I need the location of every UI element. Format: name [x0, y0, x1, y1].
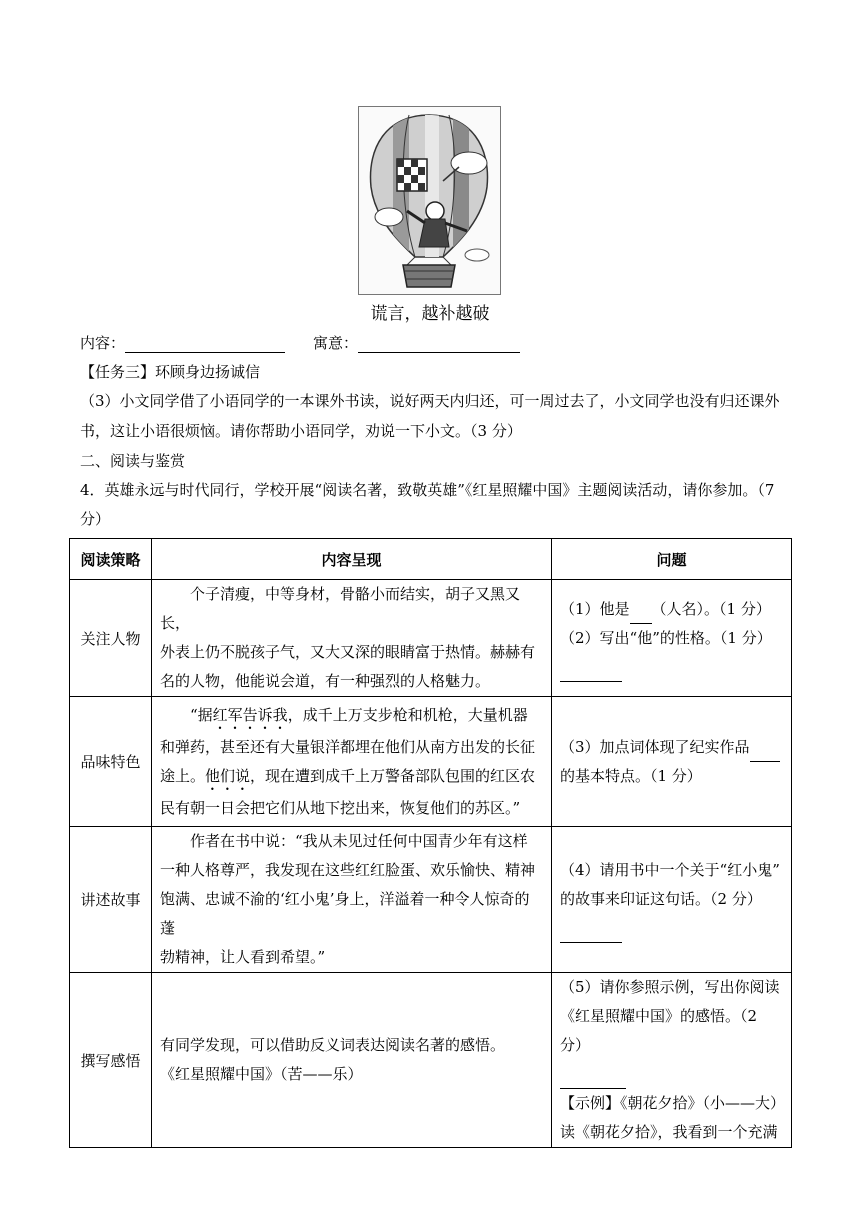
answer-blank[interactable]: [560, 663, 622, 682]
content-line: 民有朝一日会把它们从地下挖出来，恢复他们的苏区。”: [160, 798, 521, 817]
question-text: （3）加点词体现了纪实作品: [560, 737, 750, 756]
content-line: 作者在书中说：“我从未见过任何中国青少年有这样: [190, 832, 528, 850]
illustration-caption: 谎言，越补越破: [370, 304, 490, 324]
content-line: 个子清瘦，中等身材，骨骼小而结实，胡子又黑又长，: [160, 585, 521, 632]
question-cell: [552, 580, 792, 697]
q3-line1: （3）小文同学借了小语同学的一本课外书读，说好两天内归还，可一周过去了，小文同学也没有归还课外: [80, 392, 780, 410]
q4-line1: 4．英雄永远与时代同行，学校开展“阅读名著，致敬英雄”《红星照耀中国》主题阅读活动，请你参加。（7: [80, 481, 775, 499]
table-row: [70, 973, 792, 1148]
header-question: 问题: [552, 539, 792, 580]
header-strategy: 阅读策略: [70, 539, 152, 580]
reading-table: [69, 538, 792, 1148]
content-line: 《红星照耀中国》（苦——乐）: [160, 1065, 363, 1083]
content-fill-line: [80, 333, 285, 353]
content-line: 外表上仍不脱孩子气，又大又深的眼睛富于热情。赫赫有: [160, 643, 536, 661]
task3-title: 【任务三】环顾身边扬诚信: [80, 363, 261, 381]
content-blank[interactable]: [125, 352, 285, 353]
table-row: [70, 580, 792, 697]
content-line: 和弹药，甚至还有大量银洋都埋在他们从南方出发的长征: [160, 737, 536, 756]
content-line: 有同学发现，可以借助反义词表达阅读名著的感悟。: [160, 1036, 506, 1054]
content-line: 勃精神，让人看到希望。”: [160, 948, 326, 966]
answer-blank[interactable]: [560, 1070, 626, 1089]
content-cell: [152, 697, 552, 827]
content-cell: [152, 973, 552, 1148]
content-line: “据红军告诉我，成千上万支步枪和机枪，大量机器: [190, 705, 528, 724]
question-text: （4）请用书中一个关于“红小鬼”: [560, 861, 780, 879]
question-text: （人名）。（1 分）: [651, 599, 771, 618]
question-text: 《红星照耀中国》的感悟。（2 分）: [560, 1007, 758, 1054]
question-cell: [552, 827, 792, 973]
content-line: 一种人格尊严，我发现在这些红红脸蛋、欢乐愉快、精神: [160, 861, 536, 879]
meaning-label: 寓意：: [313, 334, 359, 352]
question-text: （2）写出“他”的性格。（1 分）: [560, 628, 772, 647]
answer-blank[interactable]: [560, 924, 622, 943]
question-cell: [552, 697, 792, 827]
strategy-cell: 撰写感悟: [70, 973, 152, 1148]
answer-blank[interactable]: [750, 761, 780, 762]
content-cell: [152, 827, 552, 973]
content-cell: [152, 580, 552, 697]
strategy-cell: 品味特色: [70, 697, 152, 827]
section2-title: 二、阅读与鉴赏: [80, 452, 186, 470]
question-text: 的故事来印证这句话。（2 分）: [560, 890, 762, 908]
meaning-blank[interactable]: [358, 352, 520, 353]
content-line: 饱满、忠诚不渝的‘红小鬼’身上，洋溢着一种令人惊奇的蓬: [160, 890, 530, 937]
question-text: （1）他是: [560, 599, 630, 618]
content-line: 名的人物，他能说会道，有一种强烈的人格魅力。: [160, 672, 491, 690]
q3-line2: 书，这让小语很烦恼。请你帮助小语同学，劝说一下小文。（3 分）: [80, 422, 522, 440]
table-header-row: [70, 539, 792, 580]
header-content: 内容呈现: [152, 539, 552, 580]
question-text: 【示例】《朝花夕拾》（小——大）: [560, 1094, 786, 1112]
meaning-fill-line: [313, 333, 520, 353]
question-text: 读《朝花夕拾》，我看到一个充满: [560, 1123, 778, 1141]
content-label: 内容：: [80, 334, 126, 352]
question-text: （5）请你参照示例，写出你阅读: [560, 978, 780, 996]
hot-air-balloon-illustration: [358, 106, 501, 295]
table-row: [70, 697, 792, 827]
table-row: [70, 827, 792, 973]
strategy-cell: 关注人物: [70, 580, 152, 697]
strategy-cell: 讲述故事: [70, 827, 152, 973]
question-text: 的基本特点。（1 分）: [560, 766, 702, 785]
question-cell: [552, 973, 792, 1148]
content-line: 途上。他们说，现在遭到成千上万警备部队包围的红区农: [160, 766, 536, 785]
q4-line2: 分）: [80, 510, 111, 528]
